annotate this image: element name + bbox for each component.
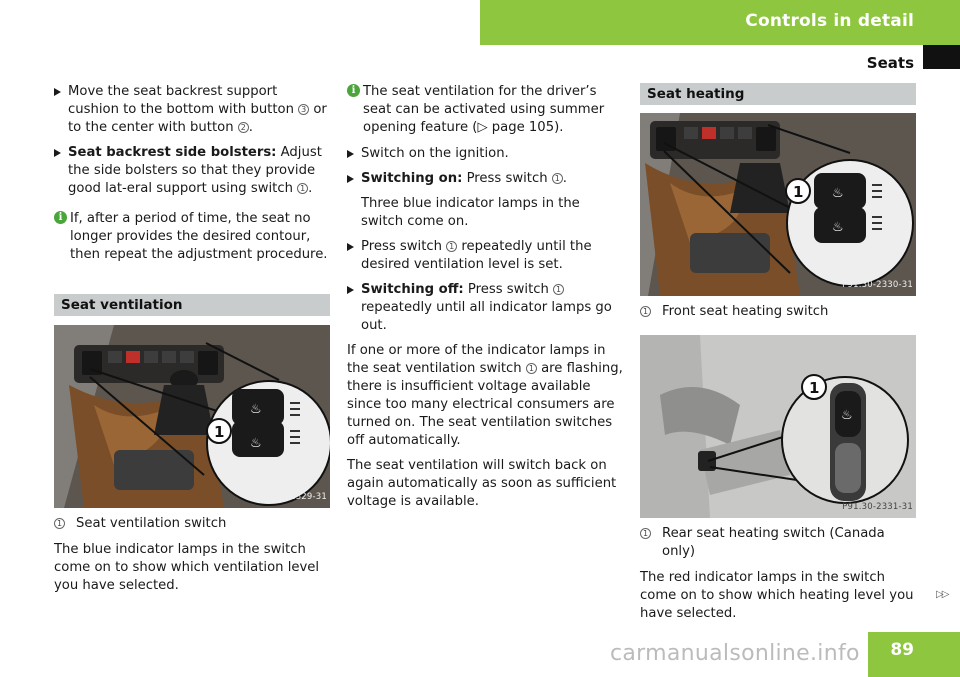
number-circle-icon: 1: [297, 183, 308, 194]
section-marker: [923, 45, 960, 69]
step-result: Three blue indicator lamps in the switch come on.: [361, 196, 580, 229]
number-circle-icon: 1: [552, 173, 563, 184]
step-side-bolsters: Seat backrest side bolsters: Adjust the side bolsters so that they provide good lat-eral support using switch 1 .: [54, 144, 330, 198]
number-circle-icon: 3: [298, 104, 309, 115]
rear-seat-heating-photo: [640, 335, 916, 518]
number-circle-icon: 1: [640, 528, 651, 539]
step-arrow-icon: [347, 150, 354, 158]
svg-text:♨: ♨: [250, 436, 262, 451]
image-code: P91.30-2331-31: [842, 502, 913, 512]
caption-front-seat-heating: 1 Front seat heating switch: [640, 303, 916, 321]
number-circle-icon: 2: [238, 122, 249, 133]
caption-seat-ventilation: 1 Seat ventilation switch: [54, 515, 330, 533]
console-illustration: [640, 113, 916, 296]
svg-text:♨: ♨: [832, 220, 844, 235]
step-arrow-icon: [54, 149, 61, 157]
section-bar-seat-ventilation: Seat ventilation: [54, 294, 330, 316]
number-circle-icon: 1: [54, 518, 65, 529]
step-ignition: Switch on the ignition.: [347, 145, 625, 163]
watermark: carmanualsonline.info: [610, 641, 860, 666]
number-circle-icon: 1: [553, 284, 564, 295]
chapter-title: Controls in detail: [745, 11, 914, 31]
section-title: Seats: [866, 54, 914, 72]
paragraph-auto-on: The seat ventilation will switch back on again automatically as soon as sufficient voltage is available.: [347, 458, 617, 509]
paragraph: The red indicator lamps in the switch come on to show which heating level you have selected.: [640, 570, 914, 621]
callout-label: 1: [793, 183, 804, 201]
callout-label: 1: [214, 423, 225, 441]
number-circle-icon: 1: [640, 306, 651, 317]
step-switching-on: Switching on: Press switch 1 .: [347, 170, 625, 188]
step-arrow-icon: [347, 175, 354, 183]
svg-text:♨: ♨: [841, 408, 853, 423]
seat-ventilation-photo: [54, 325, 330, 508]
info-note: i The seat ventilation for the driver’s seat can be activated using summer opening feature (▷ page 105).: [347, 83, 625, 137]
caption-rear-seat-heating: 1 Rear seat heating switch (Canada only): [640, 525, 916, 561]
step-arrow-icon: [54, 88, 61, 96]
door-illustration: [640, 335, 916, 518]
info-icon: i: [347, 84, 360, 97]
continued-icon: ▷▷: [936, 589, 948, 600]
page-number: 89: [868, 632, 960, 677]
paragraph: The blue indicator lamps in the switch come on to show which ventilation level you have selected.: [54, 542, 320, 593]
image-code: P91.30-2329-31: [256, 492, 327, 502]
console-illustration: [54, 325, 330, 508]
callout-label: 1: [809, 379, 820, 397]
number-circle-icon: 1: [446, 241, 457, 252]
column-middle: [347, 83, 625, 518]
svg-text:♨: ♨: [250, 402, 262, 417]
image-code: P91.30-2330-31: [842, 280, 913, 290]
step-arrow-icon: [347, 243, 354, 251]
svg-text:♨: ♨: [832, 186, 844, 201]
info-icon: i: [54, 211, 67, 224]
number-circle-icon: 1: [526, 363, 537, 374]
paragraph-flashing: If one or more of the indicator lamps in the seat ventilation switch 1 are flashing, there is insufficient voltage available since too many electrical consumers are turned on. The seat ventilation switches off automatically.: [347, 343, 623, 448]
front-seat-heating-photo: [640, 113, 916, 296]
chapter-tab: [480, 0, 960, 45]
step-switching-off: Switching off: Press switch 1 repeatedly until all indicator lamps go out.: [347, 281, 625, 335]
column-right: [640, 83, 916, 630]
info-note: i If, after a period of time, the seat no longer provides the desired contour, then repeat the adjustment procedure.: [54, 210, 330, 264]
step-backrest-cushion: Move the seat backrest support cushion to the bottom with button 3 or to the center with button 2 .: [54, 83, 330, 137]
step-arrow-icon: [347, 286, 354, 294]
column-left: [54, 83, 330, 602]
page-reference-link[interactable]: ▷ page 105: [477, 120, 555, 135]
step-set-level: Press switch 1 repeatedly until the desired ventilation level is set.: [347, 238, 625, 274]
section-bar-seat-heating: Seat heating: [640, 83, 916, 105]
